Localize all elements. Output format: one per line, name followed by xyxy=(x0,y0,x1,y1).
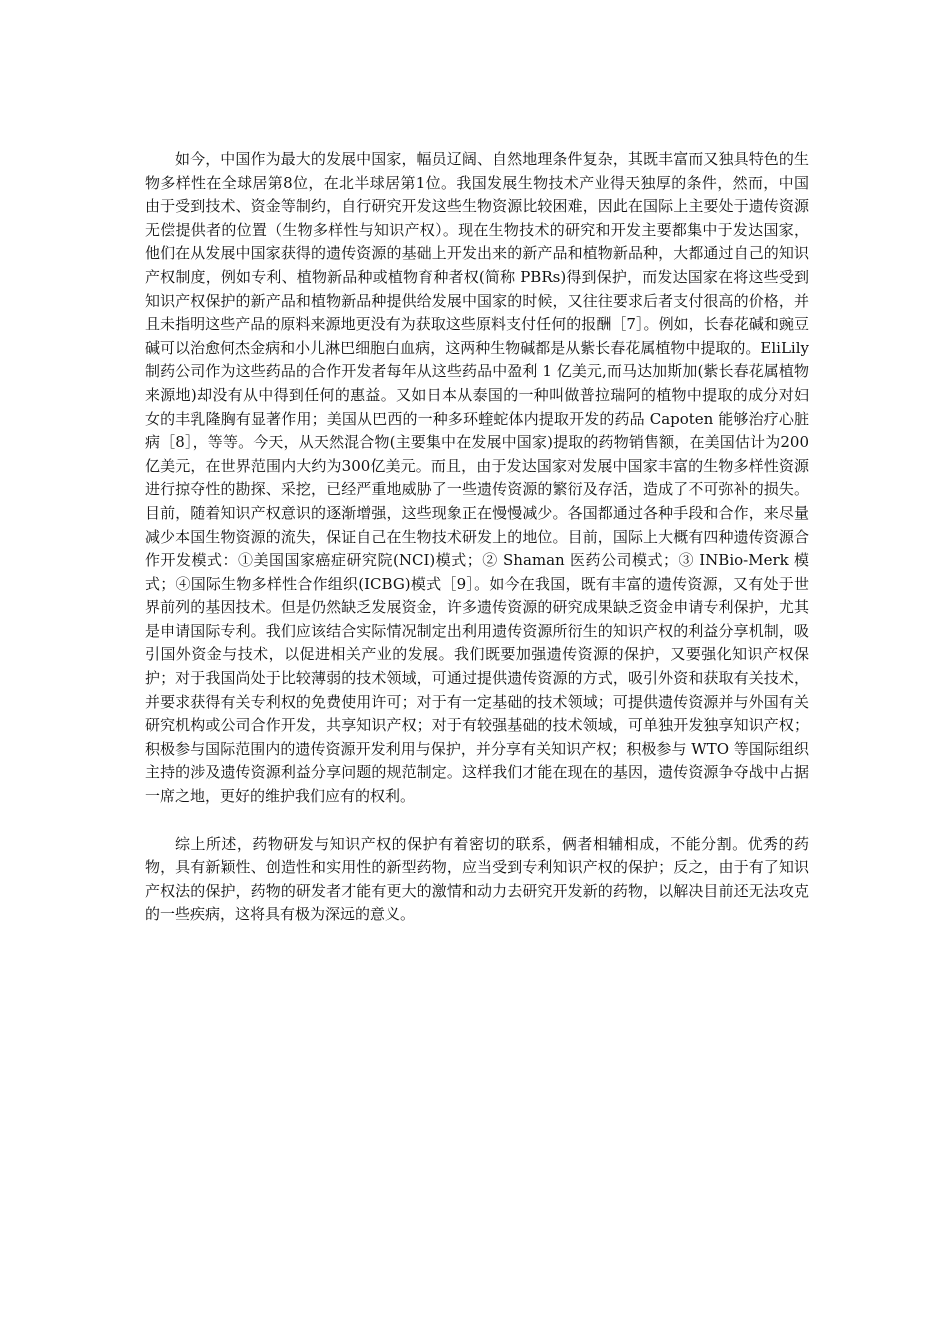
paragraph-genetic-resources: 如今，中国作为最大的发展中国家，幅员辽阔、自然地理条件复杂，其既丰富而又独具特色的生物多样性在全球居第8位，在北半球居第1位。我国发展生物技术产业得天独厚的条件，然而，中国由于受到技术、资金等制约，自行研究开发这些生物资源比较困难，因此在国际上主要处于遗传资源无偿提供者的位置（生物多样性与知识产权）。现在生物技术的研究和开发主要都集中于发达国家，他们在从发展中国家获得的遗传资源的基础上开发出来的新产品和植物新品种，大都通过自己的知识产权制度，例如专利、植物新品种或植物育种者权(简称 PBRs)得到保护，而发达国家在将这些受到知识产权保护的新产品和植物新品种提供给发展中国家的时候，又往往要求后者支付很高的价格，并且未指明这些产品的原料来源地更没有为获取这些原料支付任何的报酬［7］。例如，长春花碱和豌豆碱可以治愈何杰金病和小儿淋巴细胞白血病，这两种生物碱都是从紫长春花属植物中提取的。EliLily 制药公司作为这些药品的合作开发者每年从这些药品中盈利 1 亿美元,而马达加斯加(紫长春花属植物来源地)却没有从中得到任何的惠益。又如日本从泰国的一种叫做普拉瑞阿的植物中提取的成分对妇女的丰乳隆胸有显著作用；美国从巴西的一种多环蝰蛇体内提取开发的药品 Capoten 能够治疗心脏病［8］，等等。今天，从天然混合物(主要集中在发展中国家)提取的药物销售额，在美国估计为200亿美元，在世界范围内大约为300亿美元。而且，由于发达国家对发展中国家丰富的生物多样性资源进行掠夺性的勘探、采挖，已经严重地威胁了一些遗传资源的繁衍及存活，造成了不可弥补的损失。目前，随着知识产权意识的逐渐增强，这些现象正在慢慢减少。各国都通过各种手段和合作，来尽量减少本国生物资源的流失，保证自己在生物技术研发上的地位。目前，国际上大概有四种遗传资源合作开发模式：①美国国家癌症研究院(NCI)模式；② Shaman 医药公司模式；③ INBio-Merk 模式；④国际生物多样性合作组织(ICBG)模式［9］。如今在我国，既有丰富的遗传资源，又有处于世界前列的基因技术。但是仍然缺乏发展资金，许多遗传资源的研究成果缺乏资金申请专利保护，尤其是申请国际专利。我们应该结合实际情况制定出利用遗传资源所衍生的知识产权的利益分享机制，吸引国外资金与技术，以促进相关产业的发展。我们既要加强遗传资源的保护，又要强化知识产权保护；对于我国尚处于比较薄弱的技术领域，可通过提供遗传资源的方式，吸引外资和获取有关技术，并要求获得有关专利权的免费使用许可；对于有一定基础的技术领域；可提供遗传资源并与外国有关研究机构或公司合作开发，共享知识产权；对于有较强基础的技术领域，可单独开发独享知识产权；积极参与国际范围内的遗传资源开发利用与保护，并分享有关知识产权；积极参与 WTO 等国际组织主持的涉及遗传资源利益分享问题的规范制定。这样我们才能在现在的基因，遗传资源争夺战中占据一席之地，更好的维护我们应有的权利。 xyxy=(145,150,809,806)
paragraph-conclusion: 综上所述，药物研发与知识产权的保护有着密切的联系，俩者相辅相成，不能分割。优秀的药物，具有新颖性、创造性和实用性的新型药物，应当受到专利知识产权的保护；反之，由于有了知识产权法的保护，药物的研发者才能有更大的激情和动力去研究开发新的药物，以解决目前还无法攻克的一些疾病，这将具有极为深远的意义。 xyxy=(145,834,809,924)
document-body xyxy=(145,148,809,927)
